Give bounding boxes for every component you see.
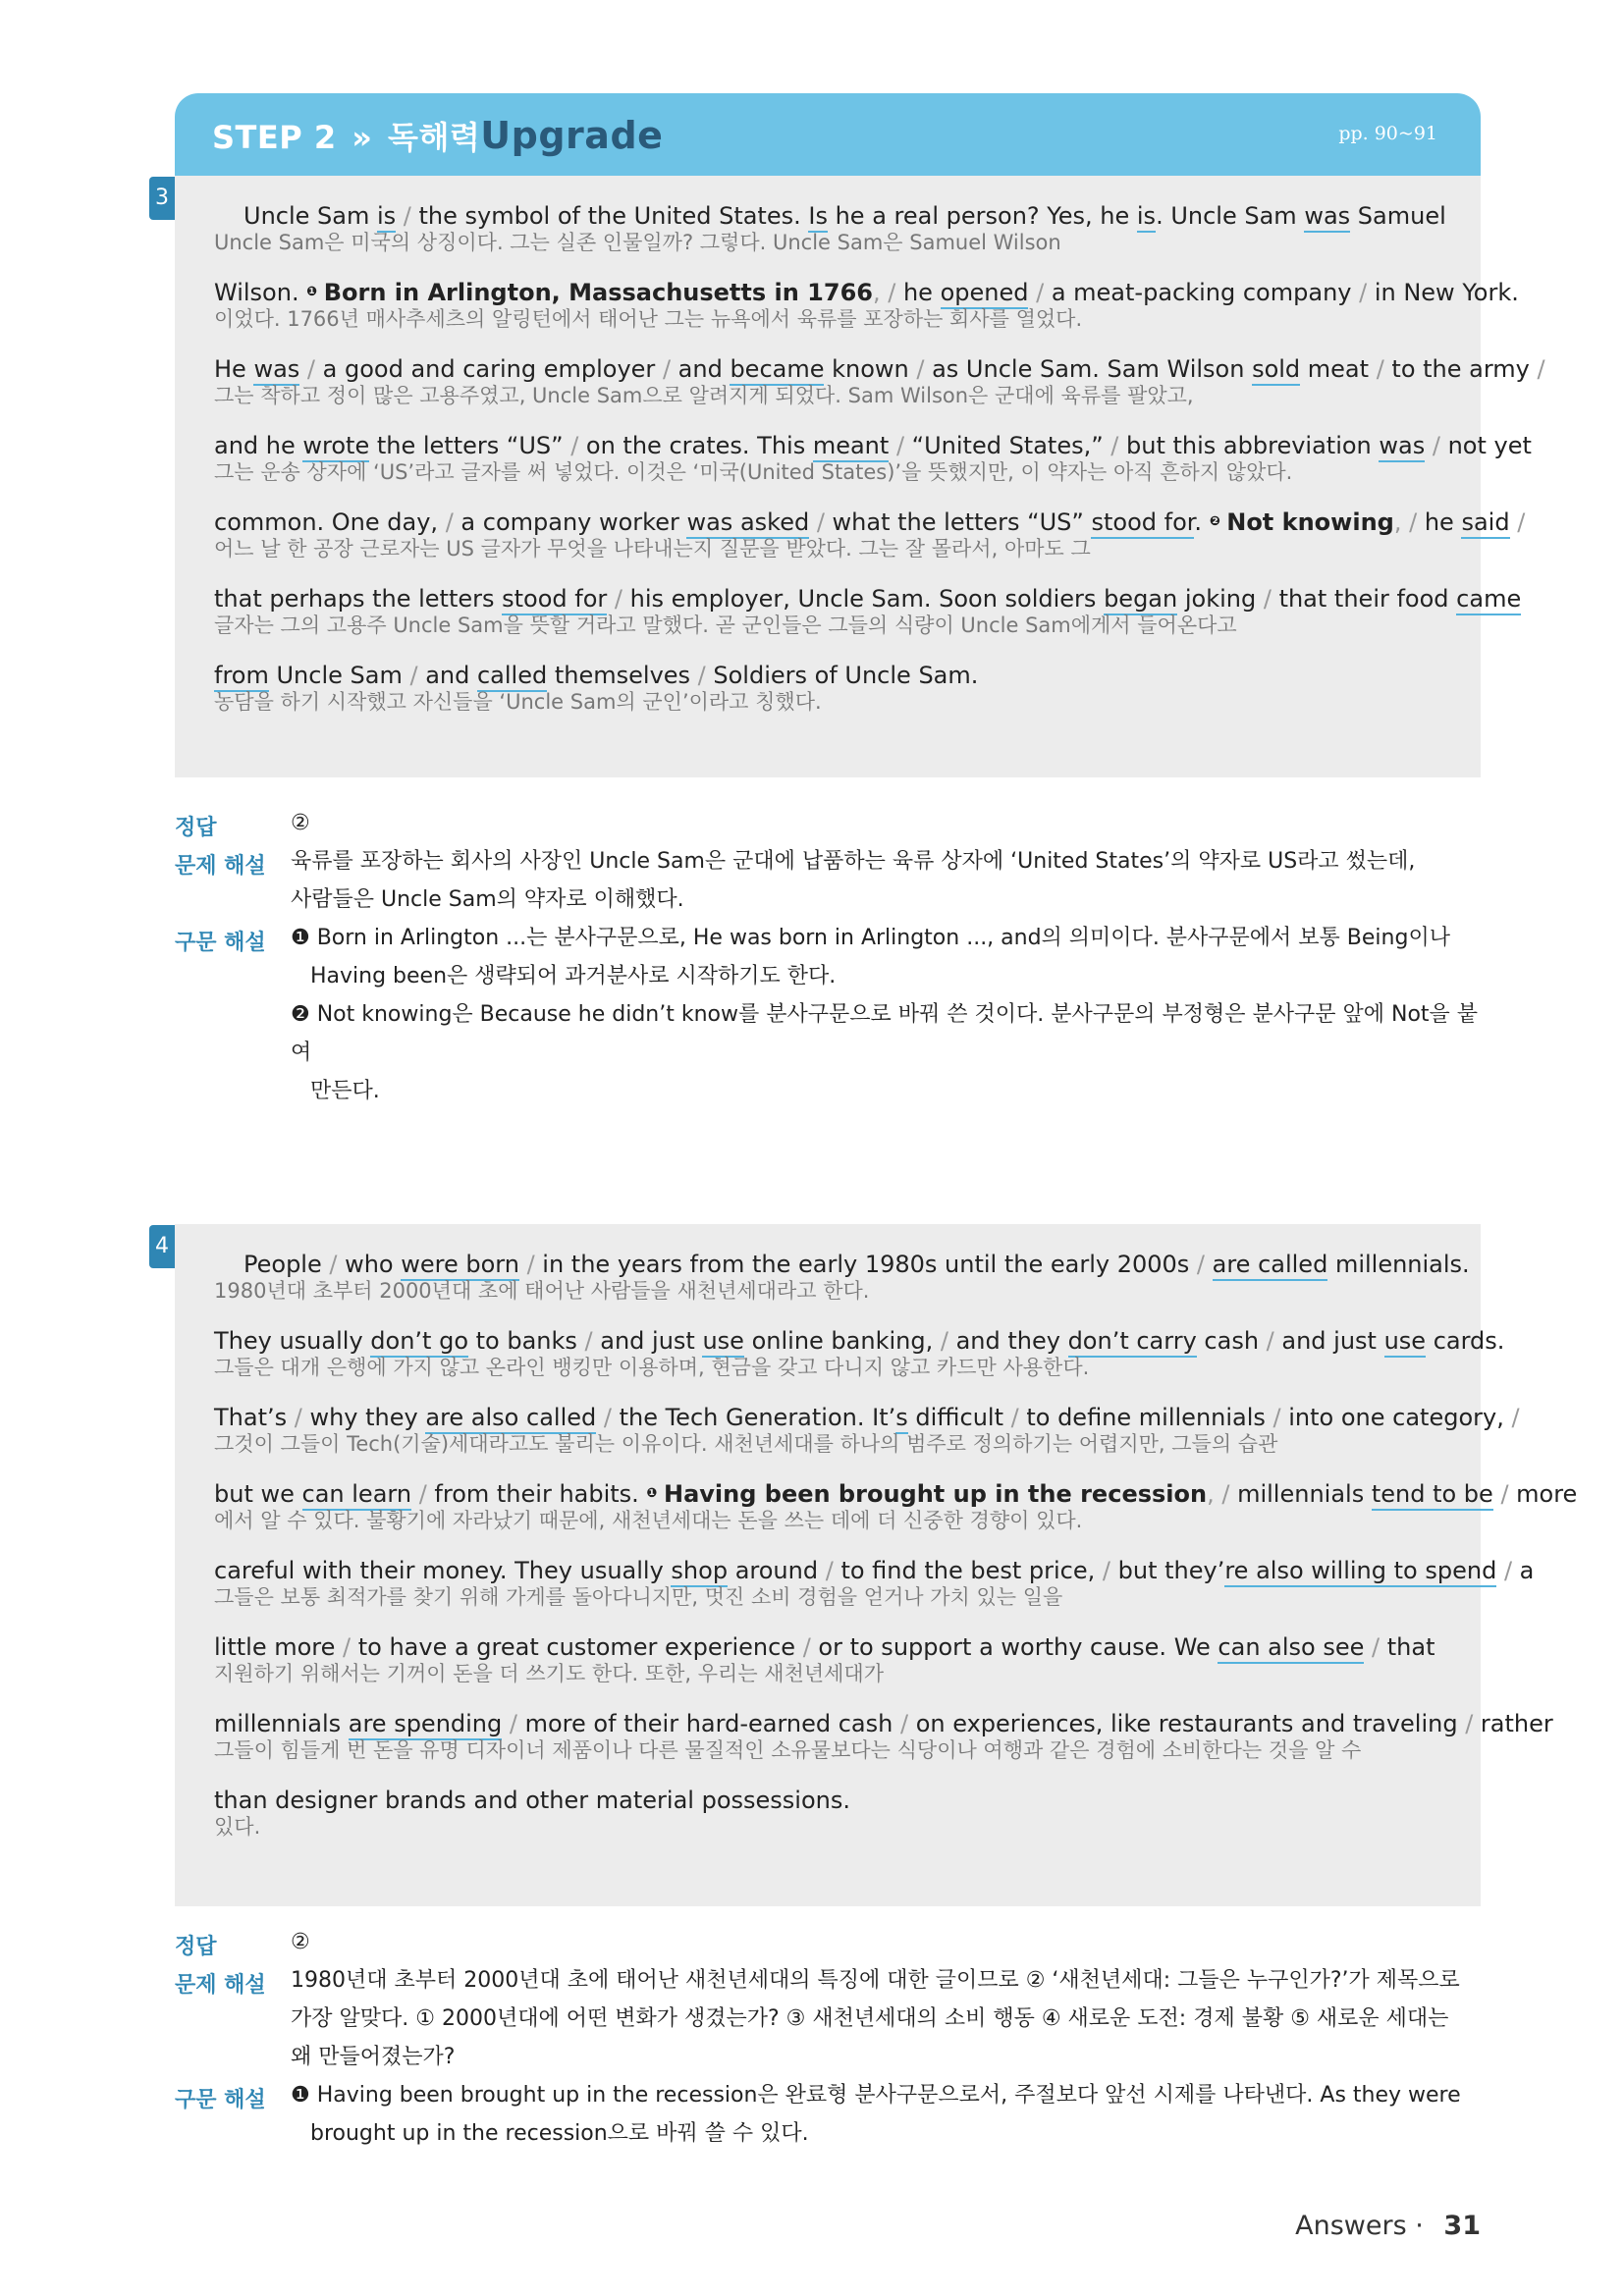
passage-text: Soldiers of Uncle Sam.	[713, 662, 979, 689]
passage-text: Born in Arlington, Massachusetts in 1766	[323, 279, 873, 306]
english-passage-line	[214, 1556, 1535, 1585]
answer-label: 정답	[175, 1935, 217, 1959]
explain-text	[291, 1961, 1481, 2076]
passage-text: /	[1266, 1327, 1282, 1355]
passage-text: and just	[1281, 1327, 1384, 1355]
answer-label: 정답	[175, 816, 217, 840]
passage-text: , /	[1207, 1480, 1238, 1508]
passage-text: to have a great customer experience	[357, 1633, 803, 1661]
passage-text: /	[1376, 355, 1392, 383]
passage-text: the Tech Generation. It’	[619, 1404, 896, 1431]
passage-text: /	[1364, 1633, 1387, 1661]
passage-text: Samuel	[1350, 202, 1446, 230]
verb-highlight: was	[1304, 202, 1350, 233]
passage-text: in New York.	[1374, 279, 1519, 306]
verb-highlight: are spending	[349, 1710, 503, 1740]
passage-text: People	[244, 1251, 330, 1278]
verb-highlight: opened	[941, 279, 1029, 309]
passage-text: /	[570, 432, 586, 459]
passage-text: to find the best price,	[840, 1557, 1103, 1584]
passage-text: /	[802, 1633, 819, 1661]
english-passage-line	[214, 661, 1441, 690]
passage-text: who	[345, 1251, 402, 1278]
passage-text: than designer brands and other material possessions.	[214, 1787, 850, 1814]
passage-text: /	[1496, 1557, 1520, 1584]
passage-text: but we	[214, 1480, 302, 1508]
page-number: 31	[1443, 2211, 1481, 2241]
passage-text: he a real person? Yes, he	[827, 202, 1137, 230]
passage-text: common. One day,	[214, 508, 446, 536]
verb-highlight: began	[1104, 585, 1177, 615]
english-passage-line	[214, 584, 1522, 614]
passage-text: /	[329, 1251, 346, 1278]
page-footer	[1295, 2211, 1481, 2241]
passage-text: his employer, Uncle Sam. Soon soldiers	[629, 585, 1105, 613]
passage-text: in the years from the early 1980s until the early 2000s	[542, 1251, 1197, 1278]
passage-text: /	[899, 1710, 916, 1737]
grammar-line: ❶ Having been brought up in the recession은 완료형 분사구문으로서, 주절보다 앞선 시제를 나타낸다. As they were	[291, 2083, 1461, 2108]
passage-text: as Uncle Sam. Sam Wilson	[932, 355, 1253, 383]
verb-highlight: meant	[813, 432, 889, 462]
passage-text: that their food	[1278, 585, 1457, 613]
english-passage-line	[214, 431, 1532, 460]
passage-text: /	[662, 355, 678, 383]
english-passage-line	[214, 1326, 1505, 1356]
passage-text: /	[1272, 1404, 1289, 1431]
korean-translation-line: 에서 알 수 있다. 불황기에 자라났기 때문에, 새천년세대는 돈을 쓰는 데에 더 신중한 경향이 있다.	[214, 1509, 1083, 1532]
answer-value: ②	[291, 1930, 310, 1954]
passage-text: what the letters “US”	[832, 508, 1092, 536]
passage-text: a	[1519, 1557, 1535, 1584]
passage-text: /	[1028, 279, 1052, 306]
verb-highlight: s	[895, 1404, 908, 1434]
passage-text: more	[1516, 1480, 1578, 1508]
verb-highlight: said	[1461, 508, 1509, 539]
passage-text: but this abbreviation	[1126, 432, 1380, 459]
grammar-line: ❷ Not knowing은 Because he didn’t know를 분사구문으로 바꿔 쓴 것이다. 분사구문의 부정형은 분사구문 앞에 Not을 붙여	[291, 1002, 1479, 1065]
passage-text: /	[411, 1480, 435, 1508]
passage-text: themselves	[547, 662, 698, 689]
explain-text	[291, 842, 1481, 919]
verb-highlight: were born	[401, 1251, 519, 1281]
english-passage-line	[214, 1709, 1553, 1738]
passage-text: and	[677, 355, 731, 383]
step-header	[175, 93, 1481, 176]
explain-line: 왜 만들어졌는가?	[291, 2045, 456, 2069]
verb-highlight: stood for	[502, 585, 607, 615]
passage-text: “United States,”	[911, 432, 1111, 459]
korean-translation-line: 그는 착하고 정이 많은 고용주였고, Uncle Sam으로 알려지게 되었다. Sam Wilson은 군대에 육류를 팔았고,	[214, 384, 1194, 407]
passage-text: from their habits.	[434, 1480, 647, 1508]
double-chevron-icon: »	[352, 119, 373, 156]
korean-translation-line: 농담을 하기 시작했고 자신들을 ‘Uncle Sam의 군인’이라고 칭했다.	[214, 690, 822, 714]
english-passage-line	[214, 1632, 1441, 1662]
korean-translation-line: 이었다. 1766년 매사추세츠의 알링턴에서 태어난 그는 뉴욕에서 육류를 포장하는 회사를 열었다.	[214, 307, 1083, 331]
passage-text: . Uncle Sam	[1156, 202, 1305, 230]
korean-translation-line: 그들이 힘들게 번 돈을 유명 디자이너 제품이나 다른 물질적인 소유물보다는 식당이나 여행과 같은 경험에 소비한다는 것을 알 수	[214, 1738, 1362, 1762]
passage-text: .	[1194, 508, 1210, 536]
page-reference: pp. 90~91	[1338, 123, 1437, 144]
verb-highlight: became	[730, 355, 824, 386]
passage-text: to banks	[468, 1327, 585, 1355]
note-marker: ❷	[1209, 514, 1225, 529]
question-number-4: 4	[149, 1225, 175, 1268]
korean-translation-line: Uncle Sam은 미국의 상징이다. 그는 실존 인물일까? 그렇다. Uncle Sam은 Samuel Wilson	[214, 231, 1061, 254]
english-passage-line	[214, 1403, 1520, 1432]
passage-text: why they	[309, 1404, 426, 1431]
english-passage-line	[214, 1786, 1441, 1815]
grammar-text	[291, 919, 1481, 1110]
passage-text: /	[916, 355, 933, 383]
korean-translation-line: 지원하기 위해서는 기꺼이 돈을 더 쓰기도 한다. 또한, 우리는 새천년세대가	[214, 1662, 885, 1685]
passage-text: but they’	[1117, 1557, 1225, 1584]
verb-highlight: can learn	[302, 1480, 412, 1511]
passage-text: to define millennials	[1026, 1404, 1273, 1431]
passage-text: /	[1110, 432, 1127, 459]
passage-text: /	[940, 1327, 956, 1355]
passage-text: /	[1263, 585, 1279, 613]
korean-translation-line: 그는 운송 상자에 ‘US’라고 글자를 써 넣었다. 이것은 ‘미국(United States)’을 뜻했지만, 이 약자는 아직 흔하지 않았다.	[214, 460, 1293, 484]
verb-highlight: is	[1137, 202, 1156, 233]
grammar-text	[291, 2076, 1481, 2153]
passage-text: on experiences, like restaurants and traveling	[915, 1710, 1466, 1737]
passage-text: /	[294, 1404, 310, 1431]
verb-highlight: re also willing to spend	[1224, 1557, 1496, 1587]
grammar-line: ❶ Born in Arlington ...는 분사구문으로, He was born in Arlington ..., and의 의미이다. 분사구문에서 보통 Being이나	[291, 926, 1450, 950]
passage-text: rather	[1480, 1710, 1553, 1737]
passage-text: and just	[600, 1327, 703, 1355]
verb-highlight: use	[702, 1327, 743, 1358]
passage-text: the symbol of the United States.	[418, 202, 809, 230]
verb-highlight: tend to be	[1372, 1480, 1493, 1511]
passage-text: /	[697, 662, 714, 689]
passage-text: /	[299, 355, 323, 383]
passage-text: he	[902, 279, 941, 306]
grammar-line: brought up in the recession으로 바꿔 쓸 수 있다.	[310, 2121, 809, 2146]
verb-highlight: from	[214, 662, 269, 692]
verb-highlight: don’t go	[370, 1327, 468, 1358]
english-passage-line	[214, 354, 1545, 384]
explain-line: 1980년대 초부터 2000년대 초에 태어난 새천년세대의 특징에 대한 글이므로 ② ‘새천년세대: 그들은 누구인가?’가 제목으로	[291, 1968, 1460, 1993]
passage-text: he	[1424, 508, 1462, 536]
passage-text: a meat-packing company	[1051, 279, 1360, 306]
korean-translation-line: 어느 날 한 공장 근로자는 US 글자가 무엇을 나타내는지 질문을 받았다. 그는 잘 몰라서, 아마도 그	[214, 537, 1091, 561]
passage-text: /	[518, 1251, 543, 1278]
passage-text: meat	[1300, 355, 1377, 383]
passage-text: /	[607, 585, 630, 613]
passage-text: /	[825, 1557, 841, 1584]
verb-highlight: came	[1456, 585, 1521, 615]
verb-highlight: shop	[671, 1557, 728, 1587]
passage-text: on the crates. This	[585, 432, 813, 459]
passage-text: /	[445, 508, 461, 536]
verb-highlight: use	[1384, 1327, 1426, 1358]
korean-translation-line: 글자는 그의 고용주 Uncle Sam을 뜻할 거라고 말했다. 곧 군인들은 그들의 식량이 Uncle Sam에게서 들어온다고	[214, 614, 1237, 637]
passage-text: around	[728, 1557, 826, 1584]
passage-text: online banking,	[743, 1327, 941, 1355]
verb-highlight: can also see	[1218, 1633, 1364, 1664]
passage-text: /	[1465, 1710, 1481, 1737]
passage-text: /	[502, 1710, 525, 1737]
footer-label: Answers	[1295, 2211, 1407, 2241]
verb-highlight: called	[477, 662, 547, 692]
note-marker: ❶	[306, 285, 322, 299]
verb-highlight: was	[253, 355, 299, 386]
passage-text: That’s	[214, 1404, 295, 1431]
step-label: STEP 2	[212, 119, 337, 156]
step-title	[212, 113, 663, 158]
passage-text: Wilson.	[214, 279, 307, 306]
passage-text: /	[343, 1633, 358, 1661]
passage-text: that	[1386, 1633, 1435, 1661]
verb-highlight: stood for	[1091, 508, 1194, 539]
passage-text: a company worker	[460, 508, 687, 536]
passage-text: /	[1010, 1404, 1027, 1431]
passage-text: /	[1511, 1404, 1520, 1431]
passage-text: not yet	[1447, 432, 1532, 459]
verb-highlight: was	[1379, 432, 1425, 462]
note-marker: ❶	[646, 1486, 662, 1501]
passage-text: known	[824, 355, 917, 383]
passage-text: cash	[1196, 1327, 1267, 1355]
passage-text: little more	[214, 1633, 344, 1661]
english-passage-line	[214, 278, 1519, 307]
verb-highlight: are also called	[425, 1404, 596, 1434]
passage-text: /	[809, 508, 833, 536]
english-passage-line	[214, 1250, 1470, 1279]
english-passage-line	[214, 507, 1526, 537]
passage-text: difficult	[907, 1404, 1011, 1431]
answer-value: ②	[291, 811, 310, 835]
english-passage-line	[214, 1479, 1578, 1509]
passage-text: Uncle Sam	[268, 662, 410, 689]
grammar-label: 구문 해설	[175, 2088, 266, 2112]
passage-text: and he	[214, 432, 303, 459]
passage-text: Having been brought up in the recession	[663, 1480, 1208, 1508]
passage-text: or to support a worthy cause. We	[818, 1633, 1218, 1661]
korean-translation-line: 그들은 대개 은행에 가지 않고 온라인 뱅킹만 이용하며, 현금을 갖고 다니지 않고 카드만 사용한다.	[214, 1356, 1090, 1379]
passage-text: cards.	[1426, 1327, 1505, 1355]
passage-text: /	[409, 662, 426, 689]
passage-text: /	[1196, 1251, 1213, 1278]
question-number-3: 3	[149, 177, 175, 220]
passage-text: Uncle Sam	[244, 202, 377, 230]
verb-highlight: are called	[1213, 1251, 1328, 1281]
passage-text: He	[214, 355, 254, 383]
passage-text: millennials.	[1327, 1251, 1470, 1278]
korean-translation-line: 1980년대 초부터 2000년대 초에 태어난 사람들을 새천년세대라고 한다.	[214, 1279, 870, 1303]
passage-text: /	[1102, 1557, 1118, 1584]
passage-text: /	[1492, 1480, 1517, 1508]
passage-text: a good and caring employer	[322, 355, 663, 383]
english-passage-line	[214, 201, 1446, 231]
passage-text: /	[1509, 508, 1526, 536]
title-upgrade: Upgrade	[480, 114, 664, 157]
passage-text: the letters “US”	[369, 432, 571, 459]
verb-highlight: sold	[1252, 355, 1300, 386]
passage-text: /	[584, 1327, 601, 1355]
passage-text: that perhaps the letters	[214, 585, 503, 613]
passage-text: /	[889, 432, 912, 459]
verb-highlight: don’t carry	[1068, 1327, 1197, 1358]
passage-text: /	[1537, 355, 1545, 383]
passage-text: /	[1359, 279, 1375, 306]
passage-text: Not knowing	[1226, 508, 1394, 536]
grammar-line: Having been은 생략되어 과거분사로 시작하기도 한다.	[310, 964, 837, 988]
passage-text: into one category,	[1288, 1404, 1512, 1431]
footer-dot: ·	[1415, 2211, 1424, 2241]
passage-text: millennials	[1237, 1480, 1372, 1508]
verb-highlight: is	[377, 202, 396, 233]
korean-translation-line: 그들은 보통 최적가를 찾기 위해 가게를 돌아다니지만, 멋진 소비 경험을 얻거나 가치 있는 일을	[214, 1585, 1063, 1609]
passage-text: millennials	[214, 1710, 349, 1737]
passage-text: and they	[955, 1327, 1068, 1355]
passage-text: , /	[872, 279, 903, 306]
korean-translation-line: 있다.	[214, 1815, 261, 1839]
passage-text: more of their hard-earned cash	[524, 1710, 900, 1737]
verb-highlight: Is	[808, 202, 828, 233]
passage-text: , /	[1393, 508, 1425, 536]
passage-text: and	[425, 662, 477, 689]
korean-translation-line: 그것이 그들이 Tech(기술)세대라고도 불리는 이유이다. 새천년세대를 하나의 범주로 정의하기는 어렵지만, 그들의 습관	[214, 1432, 1278, 1456]
explain-label: 문제 해설	[175, 854, 266, 879]
explain-label: 문제 해설	[175, 1973, 266, 1998]
passage-text: to the army	[1391, 355, 1538, 383]
passage-text: They usually	[214, 1327, 371, 1355]
passage-panel-4	[175, 1224, 1578, 1906]
passage-text: /	[396, 202, 419, 230]
grammar-label: 구문 해설	[175, 931, 266, 955]
explain-line: 육류를 포장하는 회사의 사장인 Uncle Sam은 군대에 납품하는 육류 상자에 ‘United States’의 약자로 US라고 썼는데,	[291, 849, 1416, 874]
verb-highlight: was asked	[686, 508, 809, 539]
passage-text: joking	[1177, 585, 1264, 613]
passage-text: /	[596, 1404, 620, 1431]
verb-highlight: wrote	[302, 432, 369, 462]
passage-text: careful with their money. They usually	[214, 1557, 672, 1584]
title-korean: 독해력	[388, 119, 481, 156]
explain-line: 사람들은 Uncle Sam의 약자로 이해했다.	[291, 887, 684, 912]
explain-line: 가장 알맞다. ① 2000년대에 어떤 변화가 생겼는가? ③ 새천년세대의 소비 행동 ④ 새로운 도전: 경제 불황 ⑤ 새로운 세대는	[291, 2006, 1449, 2031]
passage-panel-3	[175, 176, 1545, 777]
grammar-line: 만든다.	[310, 1079, 380, 1103]
passage-text: /	[1425, 432, 1448, 459]
